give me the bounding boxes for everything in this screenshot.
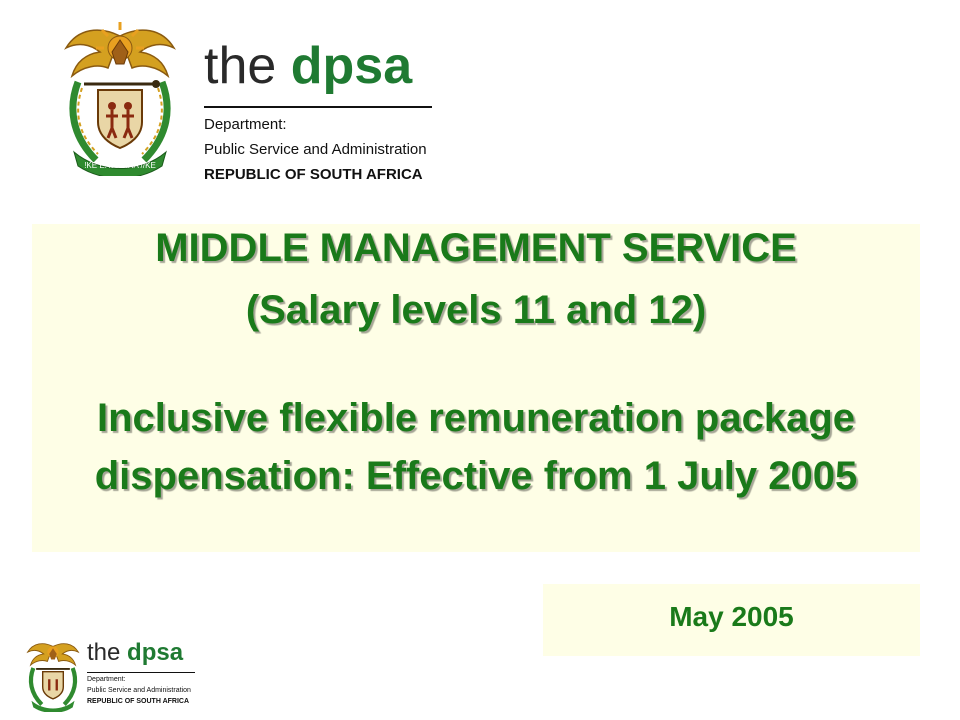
brand-the: the <box>204 37 277 95</box>
brand-country-small: REPUBLIC OF SOUTH AFRICA <box>87 698 190 705</box>
subtitle-line-1: Inclusive flexible remuneration package <box>96 396 856 440</box>
brand-ministry: Public Service and Administration <box>204 141 427 158</box>
title-line-2: (Salary levels 11 and 12) <box>245 288 707 332</box>
presentation-date: May 2005 <box>669 601 794 632</box>
title-box <box>32 224 920 552</box>
brand-wordmark <box>204 38 454 94</box>
coat-of-arms-icon <box>60 18 180 176</box>
brand-wordmark-small <box>87 640 207 666</box>
coat-of-arms-small-icon <box>24 638 82 712</box>
brand-the-small: the <box>87 639 121 666</box>
brand-divider-small <box>87 672 195 673</box>
dpsa-logo <box>52 18 452 183</box>
brand-country: REPUBLIC OF SOUTH AFRICA <box>204 166 423 183</box>
dpsa-logo-small <box>20 636 210 714</box>
svg-text:!KE E: /XARRA //KE: !KE E: /XARRA //KE <box>84 161 156 170</box>
brand-dpsa: dpsa <box>290 37 413 95</box>
brand-ministry-small: Public Service and Administration <box>87 687 191 694</box>
title-line-1: MIDDLE MANAGEMENT SERVICE <box>155 226 797 270</box>
date-box <box>543 584 920 656</box>
brand-text-block <box>204 38 454 183</box>
subtitle-line-2: dispensation: Effective from 1 July 2005 <box>94 454 858 498</box>
brand-divider <box>204 106 432 108</box>
brand-department-small: Department: <box>87 676 126 683</box>
brand-text-block-small <box>87 640 207 706</box>
brand-department: Department: <box>204 116 287 133</box>
brand-dpsa-small: dpsa <box>127 639 184 666</box>
